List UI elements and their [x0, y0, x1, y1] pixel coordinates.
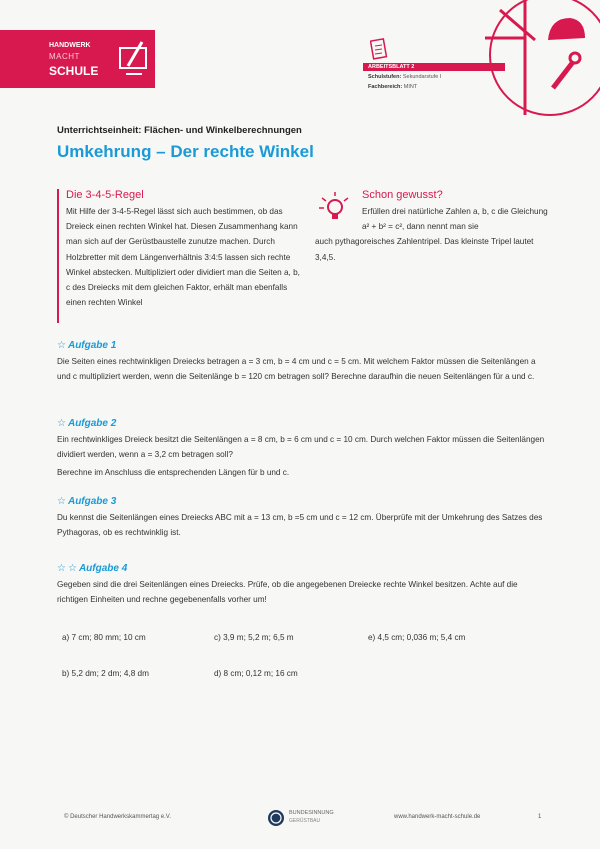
star-icon: ☆	[57, 340, 66, 351]
task-text: Ein rechtwinkliges Dreieck besitzt die Seitenlängen a = 8 cm, b = 6 cm und c = 10 cm. Durch welchen Faktor müssen die Seitenlängen dividiert werden, wenn a = 3,2 cm betragen soll?	[57, 435, 545, 460]
globe-logo-icon	[267, 809, 285, 827]
task-4	[57, 563, 547, 607]
page-title: Umkehrung – Der rechte Winkel	[57, 142, 314, 161]
school-level-label: Schulstufen:	[368, 74, 402, 80]
monitor-tools-icon	[118, 38, 150, 82]
star-icon: ☆	[57, 418, 66, 429]
task-text-2: Berechne im Anschluss die entsprechenden Längen für b und c.	[57, 468, 290, 478]
unit-subtitle: Unterrichtseinheit: Flächen- und Winkelberechnungen	[57, 125, 302, 136]
task-4-item-e: e) 4,5 cm; 0,036 m; 5,4 cm	[368, 633, 466, 642]
subject-value: MINT	[403, 84, 418, 90]
info-text: Mit Hilfe der 3-4-5-Regel lässt sich auch bestimmen, ob das Dreieck einen rechten Winkel hat. Diesen Zusammenhang kann man sich auf der Gerüstbaustelle zunutze machen. Durch Holzbretter mit dem Längenverhältnis 3:4:5 lassen sich rechte Winkel abstecken. Multipliziert oder dividiert man die Seiten a, b, c des Dreiecks mit dem gleichen Faktor, erhält man ebenfalls einen rechten Winkel	[66, 207, 300, 308]
logo-line1: HANDWERK	[49, 42, 91, 49]
logo-line3: SCHULE	[49, 64, 99, 78]
task-title: Aufgabe 4	[78, 563, 128, 574]
copyright: © Deutscher Handwerkskammertag e.V.	[64, 814, 171, 820]
task-1	[57, 340, 547, 384]
star-icon: ☆	[57, 563, 66, 574]
fact-heading: Schon gewusst?	[362, 189, 443, 201]
partner-name-1: BUNDESINNUNG	[289, 810, 334, 816]
task-title: Aufgabe 3	[67, 496, 117, 507]
partner-name-2: GERÜSTBAU	[289, 818, 321, 824]
task-text: Du kennst die Seitenlängen eines Dreiecks ABC mit a = 13 cm, b =5 cm und c = 12 cm. Überprüfe mit der Umkehrung des Satzes des Pythagoras, ob es rechtwinklig ist.	[57, 513, 543, 538]
star-icon: ☆	[57, 496, 66, 507]
task-3	[57, 496, 547, 540]
task-text: Gegeben sind die drei Seitenlängen eines Dreiecks. Prüfe, ob die angegebenen Dreiecke rechte Winkel besitzen. Achte auf die richtigen Einheiten und rechne gegebenenfalls vorher um!	[57, 580, 518, 605]
fact-box	[315, 189, 555, 265]
task-text: Die Seiten eines rechtwinkligen Dreiecks betragen a = 3 cm, b = 4 cm und c = 5 cm. Mit welchem Faktor müssen die Seitenlängen a und c multipliziert werden, wenn die Seitenlänge b = 120 cm betragen soll? Berechne daraufhin die neuen Seitenlängen für a und c.	[57, 357, 536, 382]
logo-line2: MACHT	[49, 52, 80, 61]
scaffold-helmet-wrench-icon	[485, 0, 600, 120]
task-2	[57, 418, 547, 481]
info-heading: Die 3-4-5-Regel	[66, 189, 144, 201]
task-4-item-d: d) 8 cm; 0,12 m; 16 cm	[214, 669, 298, 678]
subject-label: Fachbereich:	[368, 84, 403, 90]
fact-text-1: Erfüllen drei natürliche Zahlen a, b, c die Gleichung a² + b² = c², dann nennt man sie	[362, 207, 548, 232]
page-number: 1	[538, 814, 542, 820]
school-level	[368, 74, 441, 80]
school-level-value: Sekundarstufe I	[402, 74, 442, 80]
star-icon: ☆	[67, 563, 77, 574]
worksheet-label: ARBEITSBLATT 2	[363, 63, 505, 71]
task-title: Aufgabe 2	[67, 418, 117, 429]
task-title: Aufgabe 1	[67, 340, 117, 351]
info-box	[57, 189, 306, 323]
task-4-item-c: c) 3,9 m; 5,2 m; 6,5 m	[214, 633, 294, 642]
task-4-item-a: a) 7 cm; 80 mm; 10 cm	[62, 633, 146, 642]
fact-text-2: auch pythagoreisches Zahlentripel. Das kleinste Tripel lautet 3,4,5.	[315, 237, 534, 262]
subject	[368, 84, 417, 90]
website-link[interactable]: www.handwerk-macht-schule.de	[394, 814, 481, 820]
task-4-item-b: b) 5,2 dm; 2 dm; 4,8 dm	[62, 669, 149, 678]
handwerk-macht-schule-logo	[0, 30, 155, 88]
checklist-icon	[370, 38, 388, 62]
